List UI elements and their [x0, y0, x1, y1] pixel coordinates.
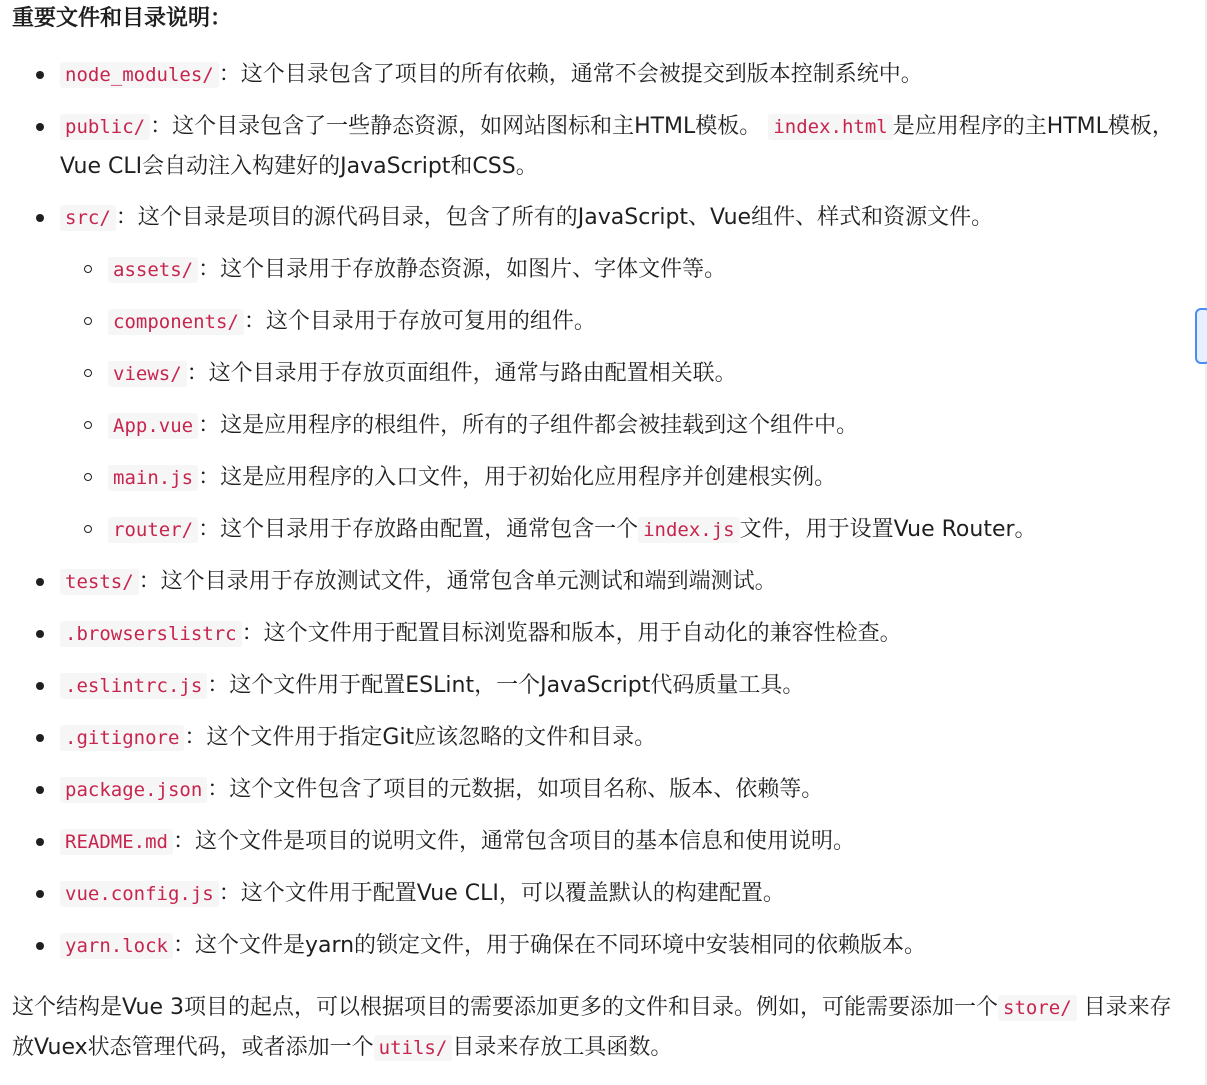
circle-bullet-icon — [84, 421, 92, 429]
bullet-icon — [36, 630, 44, 638]
list-item-readme — [12, 822, 1192, 862]
sub-item-views — [60, 354, 1192, 394]
list-item-node-modules — [12, 55, 1192, 95]
item-description: ：这个目录用于存放路由配置，通常包含一个 — [198, 517, 639, 542]
list-item-vue-config — [12, 874, 1192, 914]
list-item-package-json — [12, 770, 1192, 810]
item-description: ：这个文件包含了项目的元数据，如项目名称、版本、依赖等。 — [207, 777, 824, 802]
inline-code: store/ — [998, 995, 1077, 1021]
bullet-icon — [36, 123, 44, 131]
item-description: ：这是应用程序的根组件，所有的子组件都会被挂载到这个组件中。 — [198, 413, 859, 438]
bullet-icon — [36, 786, 44, 794]
summary-paragraph — [12, 988, 1172, 1068]
sub-item-components — [60, 302, 1192, 342]
inline-code: main.js — [108, 465, 198, 491]
bullet-icon — [36, 890, 44, 898]
inline-code: App.vue — [108, 413, 198, 439]
list-item-src — [12, 198, 1192, 550]
list-item-eslintrc — [12, 666, 1192, 706]
inline-code: router/ — [108, 517, 198, 543]
inline-code: views/ — [108, 361, 187, 387]
circle-bullet-icon — [84, 525, 92, 533]
inline-code: index.js — [638, 517, 740, 543]
inline-code: .eslintrc.js — [60, 673, 207, 699]
inline-code: assets/ — [108, 257, 198, 283]
circle-bullet-icon — [84, 265, 92, 273]
inline-code: package.json — [60, 777, 207, 803]
item-description: ：这个目录用于存放测试文件，通常包含单元测试和端到端测试。 — [138, 569, 777, 594]
item-description: ：这个文件是yarn的锁定文件，用于确保在不同环境中安装相同的依赖版本。 — [172, 933, 927, 958]
bullet-icon — [36, 734, 44, 742]
file-list — [12, 55, 1192, 966]
bullet-icon — [36, 838, 44, 846]
inline-code: src/ — [60, 205, 116, 231]
paragraph-text: 目录来存放Vuex状态管理代码，或者添加一个 — [12, 995, 1172, 1060]
inline-code: vue.config.js — [60, 881, 219, 907]
item-description: ：这是应用程序的入口文件，用于初始化应用程序并创建根实例。 — [198, 465, 837, 490]
inline-code: .gitignore — [60, 725, 184, 751]
item-description: ：这个文件用于配置ESLint，一个JavaScript代码质量工具。 — [207, 673, 805, 698]
item-description: ：这个目录用于存放静态资源，如图片、字体文件等。 — [198, 257, 727, 282]
sub-item-main-js — [60, 458, 1192, 498]
inline-code: utils/ — [374, 1035, 453, 1061]
inline-code: yarn.lock — [60, 933, 173, 959]
bullet-icon — [36, 682, 44, 690]
list-item-tests — [12, 562, 1192, 602]
circle-bullet-icon — [84, 369, 92, 377]
document — [12, 0, 1192, 1068]
sub-item-app-vue — [60, 406, 1192, 446]
item-description: ：这个目录用于存放页面组件，通常与路由配置相关联。 — [186, 361, 737, 386]
inline-code: components/ — [108, 309, 244, 335]
item-description: ：这个文件用于指定Git应该忽略的文件和目录。 — [184, 725, 657, 750]
inline-code: index.html — [768, 114, 892, 140]
paragraph-text: 目录来存放工具函数。 — [452, 1035, 673, 1060]
paragraph-text: 这个结构是Vue 3项目的起点，可以根据项目的需要添加更多的文件和目录。例如，可能需要添加一个 — [12, 995, 999, 1020]
section-heading: 重要文件和目录说明： — [12, 6, 233, 31]
sub-item-assets — [60, 250, 1192, 290]
sub-item-router — [60, 510, 1192, 550]
item-description: 是应用程序的主HTML模板，Vue CLI会自动注入构建好的JavaScript和CSS。 — [60, 114, 1174, 179]
inline-code: .browserslistrc — [60, 621, 242, 647]
inline-code: tests/ — [60, 569, 139, 595]
bullet-icon — [36, 214, 44, 222]
inline-code: node_modules/ — [60, 62, 219, 88]
item-description: 文件，用于设置Vue Router。 — [739, 517, 1037, 542]
bullet-icon — [36, 578, 44, 586]
bullet-icon — [36, 942, 44, 950]
item-description: ：这个文件用于配置Vue CLI，可以覆盖默认的构建配置。 — [218, 881, 785, 906]
bullet-icon — [36, 71, 44, 79]
item-description: ：这个目录是项目的源代码目录，包含了所有的JavaScript、Vue组件、样式和资源文件。 — [115, 205, 994, 230]
list-item-gitignore — [12, 718, 1192, 758]
list-item-public — [12, 107, 1192, 186]
list-item-browserslistrc — [12, 614, 1192, 654]
circle-bullet-icon — [84, 473, 92, 481]
src-sub-list — [60, 250, 1192, 550]
item-description: ：这个目录用于存放可复用的组件。 — [243, 309, 596, 334]
inline-code: public/ — [60, 114, 150, 140]
circle-bullet-icon — [84, 317, 92, 325]
scrollbar-thumb[interactable] — [1195, 308, 1207, 364]
item-description: ：这个文件用于配置目标浏览器和版本，用于自动化的兼容性检查。 — [241, 621, 902, 646]
item-description: ：这个目录包含了项目的所有依赖，通常不会被提交到版本控制系统中。 — [218, 62, 923, 87]
item-description: ：这个文件是项目的说明文件，通常包含项目的基本信息和使用说明。 — [172, 829, 855, 854]
list-item-yarn-lock — [12, 926, 1192, 966]
inline-code: README.md — [60, 829, 173, 855]
item-description: ：这个目录包含了一些静态资源，如网站图标和主HTML模板。 — [150, 114, 762, 139]
